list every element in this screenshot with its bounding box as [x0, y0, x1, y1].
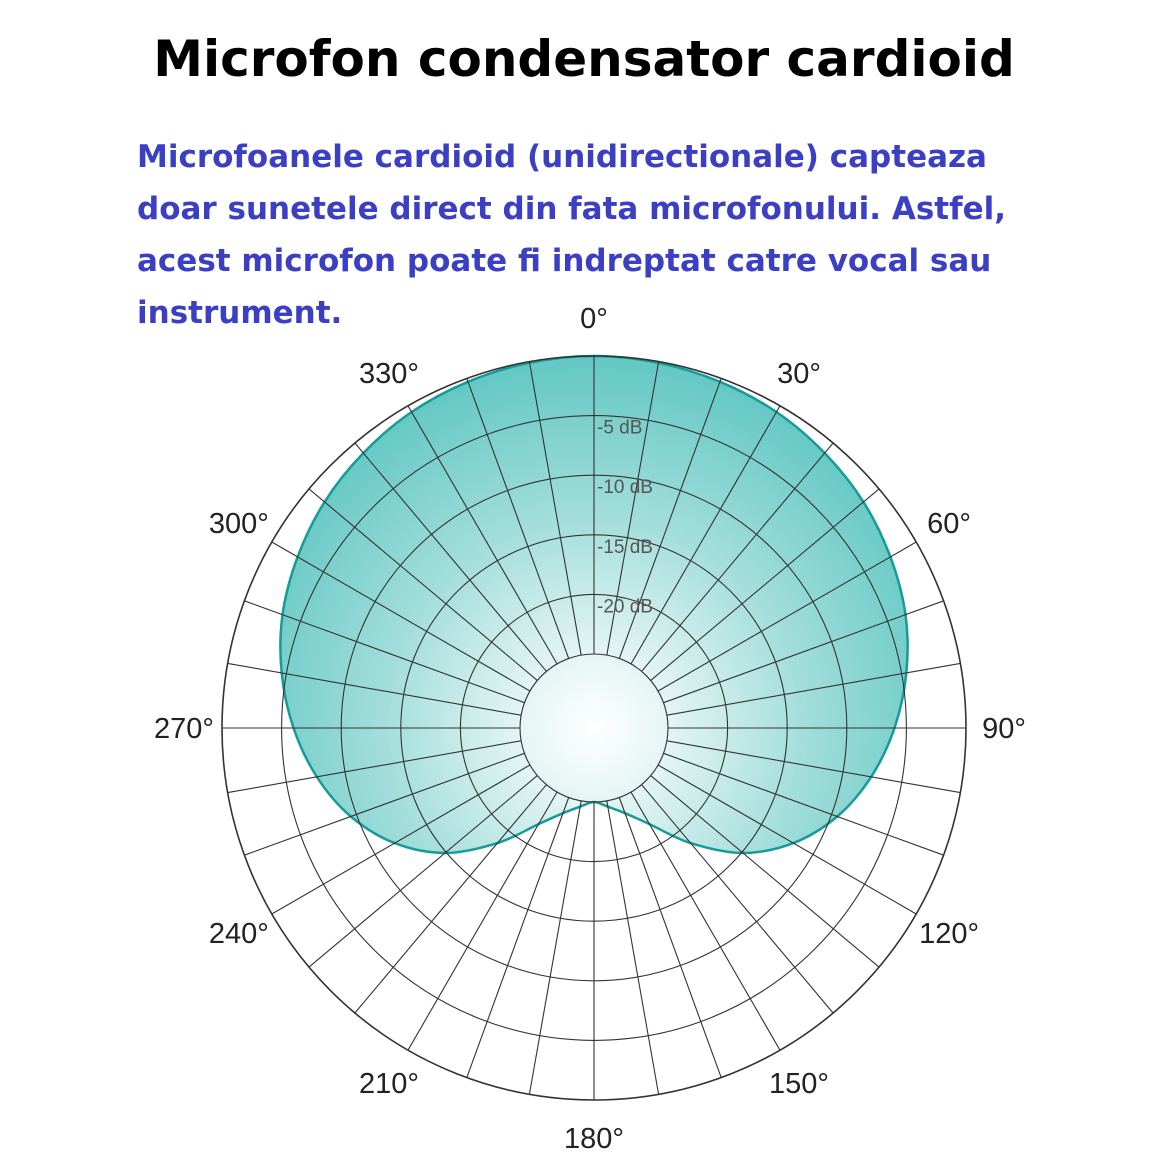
angle-label: 120°	[919, 918, 980, 950]
angle-label: 0°	[580, 303, 608, 335]
angle-label: 270°	[154, 713, 214, 745]
angle-label: 60°	[927, 508, 972, 540]
description-line: acest microfon poate fi indreptat catre vocal sau	[137, 243, 992, 279]
angle-label: 180°	[564, 1123, 624, 1155]
description-line: instrument.	[137, 295, 343, 331]
db-label: -5 dB	[597, 417, 643, 439]
db-label: -15 dB	[597, 536, 653, 558]
angle-spoke	[607, 801, 659, 1094]
angle-label: 90°	[982, 713, 1026, 745]
db-label: -10 dB	[597, 477, 653, 499]
angle-label: 30°	[777, 357, 821, 390]
description-line: doar sunetele direct din fata microfonului. Astfel,	[137, 191, 1006, 227]
angle-label: 240°	[208, 918, 269, 950]
angle-label: 150°	[769, 1068, 829, 1101]
angle-label: 330°	[359, 357, 419, 390]
page-title: Microfon condensator cardioid	[153, 30, 1015, 88]
angle-label: 300°	[208, 508, 269, 540]
angle-label: 210°	[359, 1068, 419, 1101]
db-label: -20 dB	[597, 596, 653, 618]
description-line: Microfoanele cardioid (unidirectionale) capteaza	[137, 139, 987, 175]
angle-spoke	[529, 801, 581, 1094]
